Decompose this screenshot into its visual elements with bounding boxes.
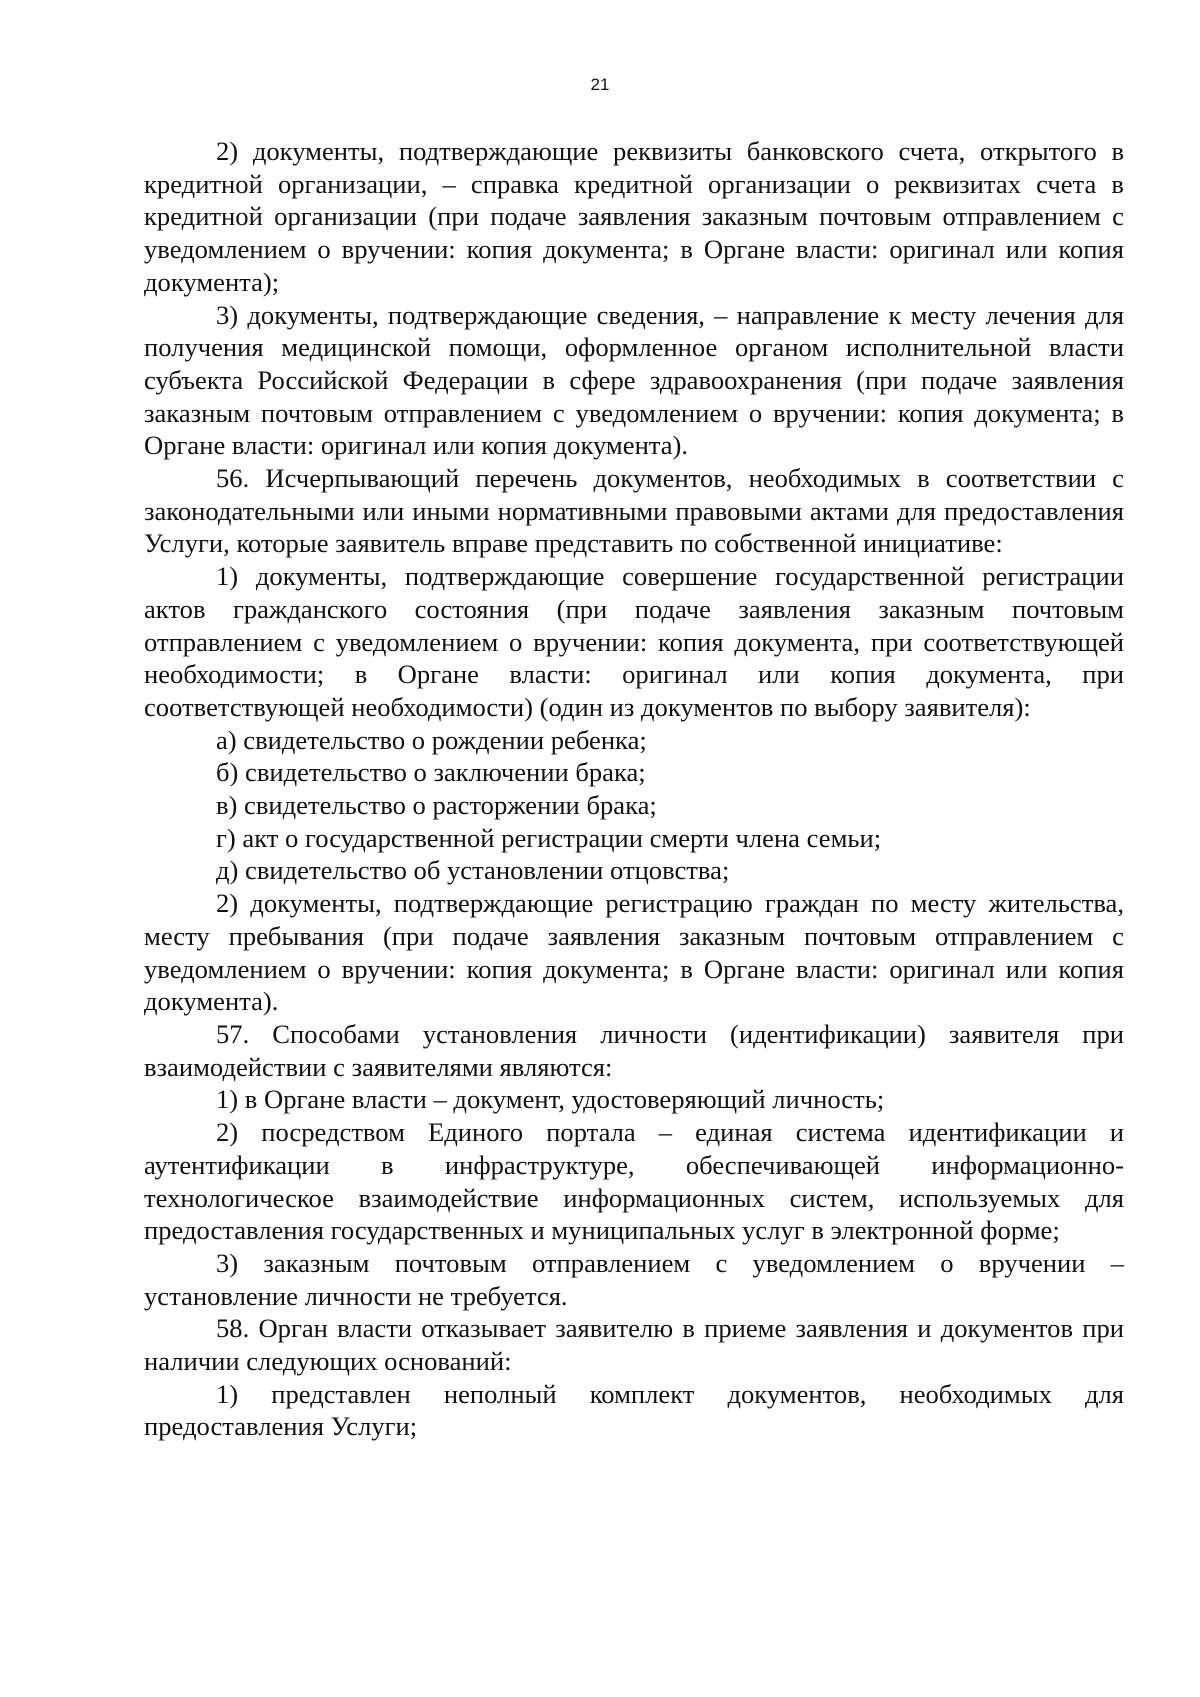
list-item-a: а) свидетельство о рождении ребенка; (216, 724, 647, 755)
paragraph-item-3-treatment-referral: 3) документы, подтверждающие сведения, – направление к месту лечения для получения медицинской помощи, оформленное органом исполнительной власти субъекта Российской Федерации в сфере здравоохранения (при подаче заявления заказным почтовым отправлением с уведомлением о вручении: копия документа; в Органе власти: оригинал или копия документа). (144, 299, 1124, 461)
paragraph-clause-57-item-3: 3) заказным почтовым отправлением с уведомлением о вручении – установление личности не требуется. (144, 1247, 1124, 1311)
paragraph-clause-56-item-1: 1) документы, подтверждающие совершение государственной регистрации актов гражданского состояния (при подаче заявления заказным почтовым отправлением с уведомлением о вручении: копия документа, при соответствующей необходимости; в Органе власти: оригинал или копия документа, при соответствующей необходимости) (один из документов по выбору заявителя): (144, 561, 1124, 722)
paragraph-clause-57: 57. Способами установления личности (идентификации) заявителя при взаимодействии с заявителями являются: (144, 1018, 1124, 1082)
list-item-d: д) свидетельство об установлении отцовства; (216, 855, 730, 886)
paragraph-clause-58: 58. Орган власти отказывает заявителю в приеме заявления и документов при наличии следующих оснований: (144, 1313, 1124, 1377)
paragraph-clause-56-item-2: 2) документы, подтверждающие регистрацию граждан по месту жительства, месту пребывания (при подаче заявления заказным почтовым отправлением с уведомлением о вручении: копия документа; в Органе власти: оригинал или копия документа). (144, 888, 1124, 1017)
list-item-g: г) акт о государственной регистрации смерти члена семьи; (216, 822, 882, 853)
paragraph-clause-58-item-1: 1) представлен неполный комплект документов, необходимых для предоставления Услуги; (144, 1378, 1124, 1442)
paragraph-clause-57-item-1: 1) в Органе власти – документ, удостоверяющий личность; (216, 1084, 885, 1115)
document-body (144, 135, 1124, 1443)
list-item-v: в) свидетельство о расторжении брака; (216, 790, 657, 821)
paragraph-clause-56: 56. Исчерпывающий перечень документов, необходимых в соответствии с законодательными или иными нормативными правовыми актами для предоставления Услуги, которые заявитель вправе представить по собственной инициативе: (144, 463, 1124, 559)
paragraph-clause-57-item-2: 2) посредством Единого портала – единая система идентификации и аутентификации в инфраструктуре, обеспечивающей информационно-технологическое взаимодействие информационных систем, используемых для предоставления государственных и муниципальных услуг в электронной форме; (144, 1117, 1124, 1246)
paragraph-item-2-bank-details: 2) документы, подтверждающие реквизиты банковского счета, открытого в кредитной организации, – справка кредитной организации о реквизитах счета в кредитной организации (при подаче заявления заказным почтовым отправлением с уведомлением о вручении: копия документа; в Органе власти: оригинал или копия документа); (144, 136, 1124, 297)
list-item-b: б) свидетельство о заключении брака; (216, 757, 646, 788)
page-number: 21 (590, 75, 610, 94)
